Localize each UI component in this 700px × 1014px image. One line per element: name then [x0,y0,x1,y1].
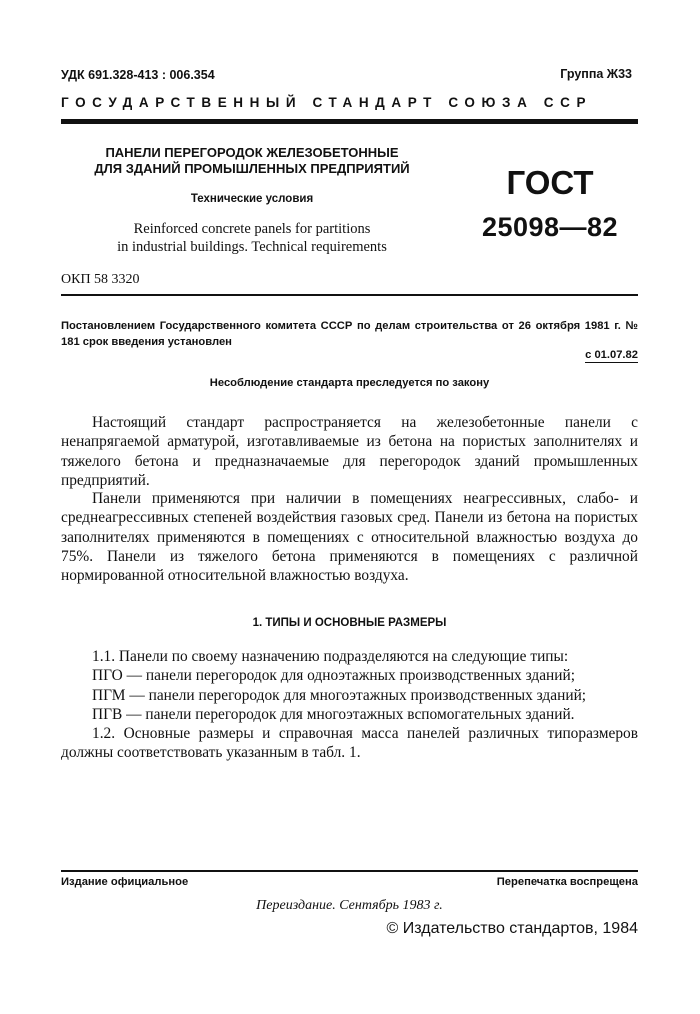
okp-code: ОКП 58 3320 [61,272,140,287]
state-standard-heading: ГОСУДАРСТВЕННЫЙ СТАНДАРТ СОЮЗА ССР [61,95,593,110]
intro-paragraph-2 [61,489,638,585]
document-subtitle: Технические условия [190,193,314,205]
type-pgv: ПГВ — панели перегородок для многоэтажных вспомогательных зданий. [92,705,575,723]
item-1-2: 1.2. Основные размеры и справочная масса панелей различных типоразмеров должны соответствовать указанным в табл. 1. [61,725,638,762]
reissue-note: Переиздание. Сентябрь 1983 г. [256,898,443,913]
intro-text-2: Панели применяются при наличии в помещениях неагрессивных, слабо- и среднеагрессивных степеней воздействия газовых сред. Панели из бетона на пористых заполнителях применяются в помещениях с относительной влажностью воздуха до 75%. Панели из тяжелого бетона применяются в помещениях с различной нормированной относительной влажностью воздуха. [61,490,638,585]
english-title-line-2: in industrial buildings. Technical requirements [117,239,387,255]
effective-date: с 01.07.82 [585,349,638,361]
copyright: © Издательство стандартов, 1984 [386,920,638,937]
footer-rule [61,870,638,872]
section-1-content [61,647,638,763]
item-1-1: 1.1. Панели по своему назначению подразделяются на следующие типы: [92,648,569,665]
english-title [61,220,443,256]
law-notice: Несоблюдение стандарта преследуется по закону [209,377,490,389]
reprint-notice: Перепечатка воспрещена [496,876,638,888]
gost-label: ГОСТ [506,164,594,201]
document-title [61,145,443,177]
type-pgo: ПГО — панели перегородок для одноэтажных производственных зданий; [92,667,576,685]
divider-rule [61,294,638,296]
decree-text: Постановлением Государственного комитета СССР по делам строительства от 26 октября 1981 г. № 181 срок введения установлен [61,320,638,348]
intro-paragraph-1 [61,413,638,490]
header-thick-rule [61,119,638,124]
title-line-1: ПАНЕЛИ ПЕРЕГОРОДОК ЖЕЛЕЗОБЕТОННЫЕ [105,145,399,160]
type-pgm: ПГМ — панели перегородок для многоэтажных производственных зданий; [92,686,587,704]
section-heading: 1. ТИПЫ И ОСНОВНЫЕ РАЗМЕРЫ [252,617,447,629]
group-code: Группа Ж33 [560,67,632,81]
title-line-2: ДЛЯ ЗДАНИЙ ПРОМЫШЛЕННЫХ ПРЕДПРИЯТИЙ [94,161,410,176]
gost-number: 25098—82 [481,212,619,242]
intro-text-1: Настоящий стандарт распространяется на железобетонные панели с ненапрягаемой арматурой, изготавливаемые из бетона на пористых заполнителях и тяжелого бетона и предназначаемые для перегородок зданий промышленных предприятий. [61,414,638,489]
official-edition: Издание официальное [61,876,189,888]
english-title-line-1: Reinforced concrete panels for partitions [133,221,371,237]
udk-code: УДК 691.328-413 : 006.354 [61,68,215,82]
